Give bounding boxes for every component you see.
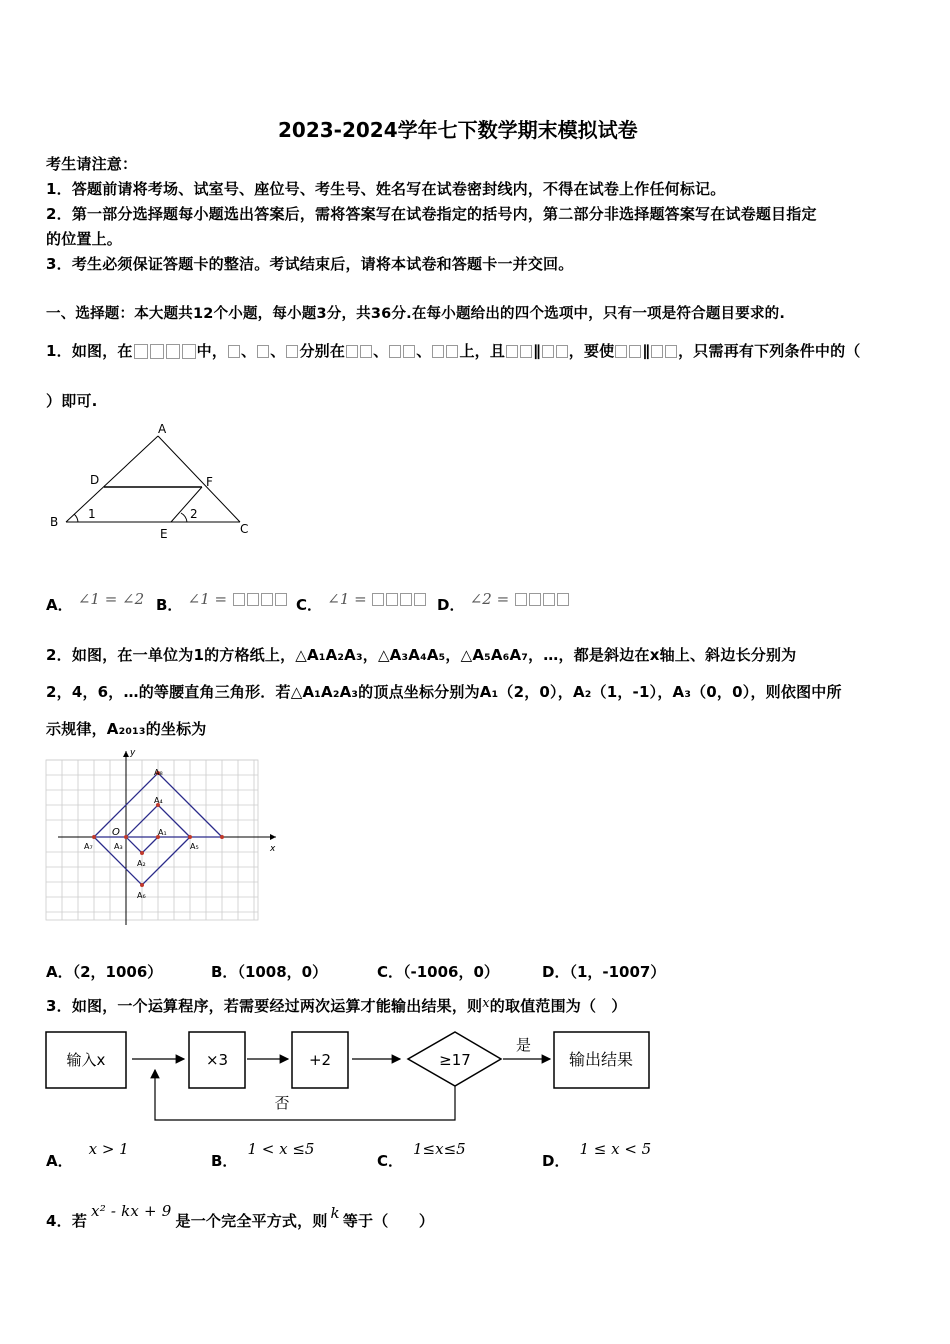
flow-no-label: 否 <box>274 1094 290 1112</box>
flow-output-label: 输出结果 <box>568 1050 634 1069</box>
svg-text:A₂: A₂ <box>137 859 146 868</box>
q2-option-b[interactable]: B．（1008，0） <box>211 963 328 981</box>
notice-item-2-cont: 的位置上。 <box>46 230 123 248</box>
origin-label: O <box>112 827 120 838</box>
notice-item-3: 3．考生必须保证答题卡的整洁。考试结束后，请将本试卷和答题卡一并交回。 <box>46 255 574 273</box>
flow-yes-label: 是 <box>516 1036 532 1054</box>
flowchart <box>44 1028 656 1126</box>
label-f: F <box>206 475 213 489</box>
q1-option-b[interactable]: B． ∠1 = <box>156 594 288 615</box>
q2-option-c[interactable]: C．（-1006，0） <box>377 963 499 981</box>
svg-text:A₄: A₄ <box>154 796 163 805</box>
triangle-figure <box>44 420 264 545</box>
q3-option-b[interactable]: B．1 < x ≤5 <box>211 1140 315 1170</box>
svg-text:A₆: A₆ <box>137 891 146 900</box>
q1-option-c[interactable]: C． ∠1 = <box>296 594 427 615</box>
question-2-line-2: 2，4，6，…的等腰直角三角形．若△A₁A₂A₃的顶点坐标分别为A₁（2，0），A₂（1，-1），A₃（0，0），则依图中所 <box>46 683 842 701</box>
flow-condition-label: ≥17 <box>439 1051 471 1069</box>
question-1-stem-end: ）即可. <box>46 392 98 410</box>
svg-text:A₈: A₈ <box>154 768 163 777</box>
question-3-stem: 3．如图，一个运算程序，若需要经过两次运算才能输出结果，则x的取值范围为（ ） <box>46 996 627 1015</box>
q2-option-a[interactable]: A．（2，1006） <box>46 963 163 981</box>
page-title: 2023-2024学年七下数学期末模拟试卷 <box>278 118 638 142</box>
q3-option-a[interactable]: A．x > 1 <box>46 1140 129 1170</box>
q3-option-d[interactable]: D．1 ≤ x < 5 <box>542 1140 652 1170</box>
x-axis-label: x <box>270 844 276 854</box>
question-2-line-3: 示规律，A₂₀₁₃的坐标为 <box>46 720 207 738</box>
svg-text:A₇: A₇ <box>84 842 93 851</box>
notice-item-1: 1．答题前请将考场、试室号、座位号、考生号、姓名写在试卷密封线内，不得在试卷上作任何标记。 <box>46 180 726 198</box>
notice-item-2: 2．第一部分选择题每小题选出答案后，需将答案写在试卷指定的括号内，第二部分非选择题答案写在试卷题目指定 <box>46 205 817 223</box>
label-2: 2 <box>190 507 198 521</box>
label-a: A <box>158 422 167 436</box>
q2-option-d[interactable]: D．（1，-1007） <box>542 963 666 981</box>
question-1-stem: 1．如图，在 中， 、 、 分别在 、 、 上，且 ∥ ，要使 ∥ ，只需再有下列条件中的（ <box>46 342 861 360</box>
flow-input-label: 输入x <box>66 1051 106 1069</box>
question-4-stem: 4．若x² - kx + 9是一个完全平方式，则 k 等于（ ） <box>46 1202 435 1230</box>
svg-text:A₃: A₃ <box>114 842 123 851</box>
flow-multiply-label: ×3 <box>205 1051 229 1069</box>
q1-option-a[interactable]: A． ∠1 = ∠2 <box>46 590 145 614</box>
notice-heading: 考生请注意： <box>46 155 138 173</box>
placeholder-box <box>134 344 148 359</box>
grid-figure <box>44 745 282 927</box>
question-2-line-1: 2．如图，在一单位为1的方格纸上，△A₁A₂A₃，△A₃A₄A₅，△A₅A₆A₇，…，都是斜边在x轴上、斜边长分别为 <box>46 646 797 664</box>
label-b: B <box>50 515 59 529</box>
label-e: E <box>160 527 168 541</box>
q1-option-d[interactable]: D． ∠2 = <box>437 594 570 615</box>
svg-text:A₁: A₁ <box>158 828 167 837</box>
label-c: C <box>240 522 249 536</box>
q3-option-c[interactable]: C．1≤x≤5 <box>377 1140 466 1170</box>
section-heading: 一、选择题：本大题共12个小题，每小题3分，共36分.在每小题给出的四个选项中，只有一项是符合题目要求的. <box>46 306 786 322</box>
svg-text:A₅: A₅ <box>190 842 199 851</box>
label-1: 1 <box>88 507 96 521</box>
label-d: D <box>90 473 100 487</box>
y-axis-label: y <box>130 748 136 758</box>
flow-add-label: +2 <box>308 1051 332 1069</box>
